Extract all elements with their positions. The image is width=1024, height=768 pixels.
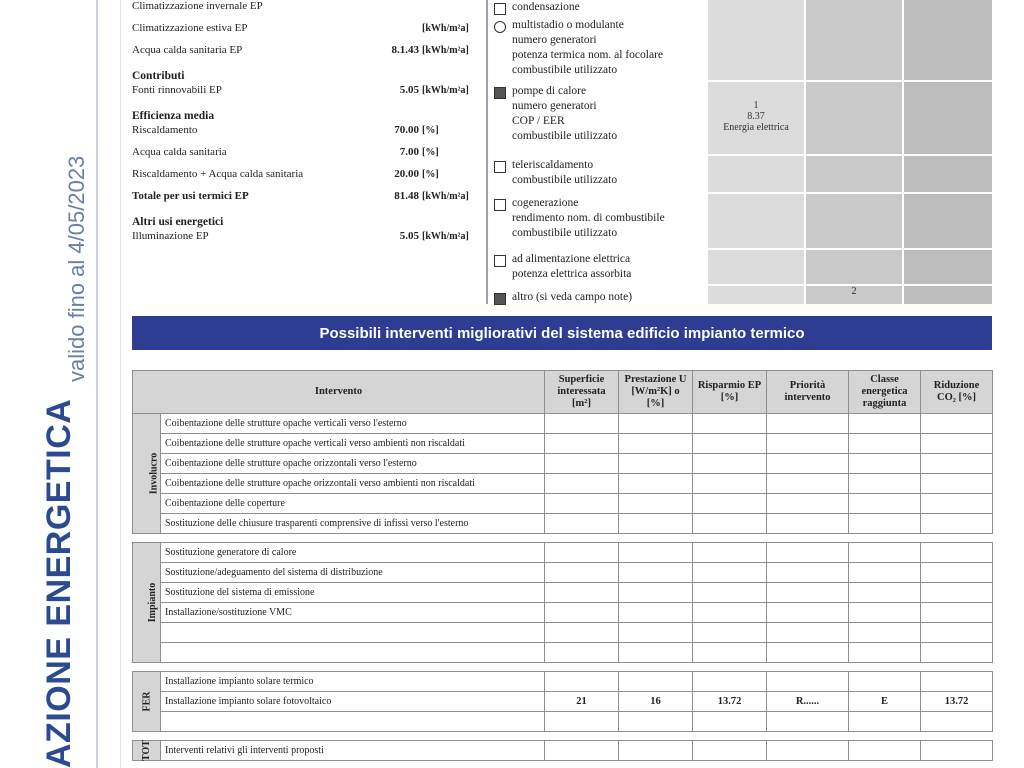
altro-value: 2 xyxy=(851,286,857,297)
gray-cell xyxy=(904,286,992,307)
intervention-value xyxy=(849,494,921,514)
intervention-description: Interventi relativi gli interventi proposti xyxy=(161,741,545,761)
gray-cell xyxy=(708,156,804,195)
intervention-value xyxy=(849,623,921,643)
indicator-label: Climatizzazione estiva EP xyxy=(132,22,248,34)
intervention-value xyxy=(767,434,849,454)
indicator-unit: [kWh/m²a] xyxy=(422,85,469,96)
system-label: condensazione xyxy=(512,1,580,13)
intervention-value xyxy=(849,414,921,434)
heat-pump-values: 1 8.37 Energia elettrica xyxy=(723,100,789,133)
intervention-description: Coibentazione delle coperture xyxy=(161,494,545,514)
intervention-value xyxy=(767,741,849,761)
gray-cell xyxy=(806,194,902,251)
table-row xyxy=(133,414,993,434)
intervention-value xyxy=(693,454,767,474)
intervention-value xyxy=(619,623,693,643)
group-label xyxy=(133,414,161,534)
intervention-value xyxy=(921,563,993,583)
intervention-value xyxy=(545,494,619,514)
gray-column xyxy=(806,0,902,304)
indicator-label: Fonti rinnovabili EP xyxy=(132,84,222,96)
intervention-value xyxy=(849,563,921,583)
intervention-value xyxy=(545,434,619,454)
intervention-value xyxy=(619,643,693,663)
group-label xyxy=(133,672,161,732)
document-title: AZIONE ENERGETICA xyxy=(40,398,78,768)
intervention-value xyxy=(921,514,993,534)
intervention-value xyxy=(545,741,619,761)
intervention-description xyxy=(161,643,545,663)
interventions-table xyxy=(132,370,993,761)
intervention-value xyxy=(545,643,619,663)
intervention-value xyxy=(849,583,921,603)
system-label: cogenerazione rendimento nom. di combustibile combustibile utilizzato xyxy=(512,197,665,239)
intervention-description: Installazione impianto solare termico xyxy=(161,672,545,692)
gap-cell xyxy=(693,663,767,672)
intervention-value xyxy=(767,672,849,692)
table-row xyxy=(133,623,993,643)
gray-cell xyxy=(708,250,804,287)
system-item xyxy=(494,158,708,192)
gray-cell xyxy=(904,194,992,251)
intervention-value xyxy=(921,454,993,474)
intervention-value xyxy=(545,454,619,474)
gap-cell xyxy=(545,663,619,672)
group-label-text: FER xyxy=(141,691,152,712)
indicator-value: 70.00 xyxy=(394,124,419,136)
indicator-row xyxy=(132,22,472,44)
system-label: ad alimentazione elettrica potenza elettrica assorbita xyxy=(512,253,632,280)
system-item xyxy=(494,252,708,286)
section-heading: Altri usi energetici xyxy=(132,216,224,228)
system-item xyxy=(494,196,708,248)
intervention-value xyxy=(693,563,767,583)
intervention-value xyxy=(767,514,849,534)
intervention-value: 13.72 xyxy=(921,692,993,712)
group-label-text: Impianto xyxy=(147,582,159,623)
table-row xyxy=(133,692,993,712)
intervention-value xyxy=(693,434,767,454)
intervention-value xyxy=(619,741,693,761)
checkbox-icon xyxy=(494,199,506,211)
group-label-text: TOT xyxy=(141,740,152,761)
group-gap xyxy=(133,732,993,741)
group-label-text: Involucro xyxy=(148,452,160,495)
intervention-value xyxy=(619,543,693,563)
gap-cell xyxy=(767,732,849,741)
gray-cell xyxy=(806,250,902,287)
indicator-label: Riscaldamento + Acqua calda sanitaria xyxy=(132,168,304,180)
gap-cell xyxy=(921,534,993,543)
indicator-unit: [%] xyxy=(422,125,439,136)
group-gap xyxy=(133,534,993,543)
indicator-value: 20.00 xyxy=(394,168,419,180)
table-row xyxy=(133,603,993,623)
intervention-description: Installazione impianto solare fotovoltaico xyxy=(161,692,545,712)
indicator-unit: [kWh/m²a] xyxy=(422,191,469,202)
column-header: Priorità intervento xyxy=(767,371,849,414)
section-banner: Possibili interventi migliorativi del sistema edificio impianto termico xyxy=(132,316,992,350)
system-label: multistadio o modulante numero generatori potenza termica nom. al focolare combustibile utilizzato xyxy=(512,19,664,76)
intervention-value xyxy=(619,603,693,623)
gap-cell xyxy=(545,732,619,741)
gap-cell xyxy=(619,663,693,672)
column-header: Classe energetica raggiunta xyxy=(849,371,921,414)
intervention-value: 13.72 xyxy=(693,692,767,712)
indicator-unit: [%] xyxy=(422,147,439,158)
intervention-value xyxy=(849,454,921,474)
indicator-value: 5.05 xyxy=(399,84,419,96)
intervention-value xyxy=(767,603,849,623)
intervention-value xyxy=(693,514,767,534)
system-label: altro (si veda campo note) xyxy=(512,291,633,303)
gray-cell xyxy=(806,0,902,83)
gap-cell xyxy=(161,534,545,543)
intervention-value xyxy=(767,543,849,563)
table-row xyxy=(133,494,993,514)
gray-cell xyxy=(904,82,992,157)
intervention-value xyxy=(849,643,921,663)
system-item xyxy=(494,290,708,310)
intervention-value xyxy=(921,672,993,692)
intervention-value xyxy=(545,672,619,692)
intervention-value xyxy=(619,434,693,454)
table-row xyxy=(133,474,993,494)
intervention-description xyxy=(161,623,545,643)
intervention-description: Sostituzione/adeguamento del sistema di distribuzione xyxy=(161,563,545,583)
intervention-value xyxy=(849,672,921,692)
checkbox-icon xyxy=(494,21,506,33)
column-header: Intervento xyxy=(133,371,545,414)
gray-cell xyxy=(708,194,804,251)
table-row xyxy=(133,741,993,761)
indicator-value: 81.48 xyxy=(394,190,419,202)
indicator-label: Totale per usi termici EP xyxy=(132,190,249,202)
indicator-label: Riscaldamento xyxy=(132,124,198,136)
table-row xyxy=(133,563,993,583)
intervention-value xyxy=(545,712,619,732)
intervention-description: Sostituzione generatore di calore xyxy=(161,543,545,563)
gap-cell xyxy=(619,732,693,741)
intervention-value xyxy=(767,583,849,603)
indicator-row xyxy=(132,0,472,22)
intervention-value: 16 xyxy=(619,692,693,712)
intervention-value: R...... xyxy=(767,692,849,712)
intervention-description: Coibentazione delle strutture opache verticali verso ambienti non riscaldati xyxy=(161,434,545,454)
intervention-value xyxy=(921,603,993,623)
gray-cell xyxy=(806,82,902,157)
system-item xyxy=(494,18,708,80)
checkbox-icon xyxy=(494,161,506,173)
margin-rule-inner xyxy=(120,0,121,768)
column-header: Risparmio EP [%] xyxy=(693,371,767,414)
intervention-description: Sostituzione del sistema di emissione xyxy=(161,583,545,603)
intervention-value xyxy=(849,434,921,454)
intervention-value xyxy=(849,603,921,623)
indicator-row xyxy=(132,190,472,212)
intervention-value xyxy=(619,583,693,603)
intervention-value xyxy=(693,643,767,663)
intervention-value xyxy=(619,563,693,583)
intervention-value xyxy=(693,672,767,692)
gray-cell xyxy=(806,156,902,195)
indicator-row xyxy=(132,146,472,168)
intervention-value xyxy=(767,474,849,494)
section-heading: Efficienza media xyxy=(132,110,215,122)
indicator-value: 8.1.43 xyxy=(391,44,419,56)
checkbox-icon xyxy=(494,3,506,15)
table-row xyxy=(133,712,993,732)
intervention-description: Coibentazione delle strutture opache orizzontali verso ambienti non riscaldati xyxy=(161,474,545,494)
gap-cell xyxy=(921,732,993,741)
gap-cell xyxy=(619,534,693,543)
table-row xyxy=(133,643,993,663)
indicator-row xyxy=(132,168,472,190)
intervention-value xyxy=(545,474,619,494)
intervention-value xyxy=(921,543,993,563)
system-label: pompe di calore numero generatori COP / EER combustibile utilizzato xyxy=(512,85,618,142)
indicator-label: Acqua calda sanitaria xyxy=(132,146,227,158)
gap-cell xyxy=(921,663,993,672)
gray-cell xyxy=(708,0,804,83)
gap-cell xyxy=(849,534,921,543)
gap-cell xyxy=(693,534,767,543)
intervention-value xyxy=(693,474,767,494)
indicator-label: Illuminazione EP xyxy=(132,230,209,242)
intervention-description: Sostituzione delle chiusure trasparenti comprensive di infissi verso l'esterno xyxy=(161,514,545,534)
indicator-row xyxy=(132,84,472,106)
intervention-value xyxy=(619,474,693,494)
gap-cell xyxy=(133,663,161,672)
intervention-value xyxy=(545,514,619,534)
intervention-value xyxy=(693,603,767,623)
table-row xyxy=(133,454,993,474)
intervention-value xyxy=(693,414,767,434)
intervention-value xyxy=(921,414,993,434)
intervention-value xyxy=(545,603,619,623)
intervention-description: Installazione/sostituzione VMC xyxy=(161,603,545,623)
gray-cell xyxy=(904,0,992,83)
system-item xyxy=(494,0,708,14)
indicator-value: 5.05 xyxy=(399,230,419,242)
indicator-row xyxy=(132,230,472,252)
table-row xyxy=(133,434,993,454)
column-header: Riduzione CO₂ [%] xyxy=(921,371,993,414)
intervention-value xyxy=(921,643,993,663)
group-label xyxy=(133,741,161,761)
intervention-value xyxy=(619,712,693,732)
system-item xyxy=(494,84,708,154)
gap-cell xyxy=(849,732,921,741)
column-header: Superficie interessata [m²] xyxy=(545,371,619,414)
intervention-value xyxy=(849,474,921,494)
table-row xyxy=(133,514,993,534)
gray-cell xyxy=(708,286,804,307)
intervention-value xyxy=(767,454,849,474)
gray-column xyxy=(708,0,804,304)
indicator-label: Climatizzazione invernale EP xyxy=(132,0,263,12)
indicator-unit: [kWh/m²a] xyxy=(422,23,469,34)
gap-cell xyxy=(849,663,921,672)
intervention-value xyxy=(849,543,921,563)
intervention-value xyxy=(619,454,693,474)
indicator-row xyxy=(132,124,472,146)
indicator-unit: [kWh/m²a] xyxy=(422,45,469,56)
intervention-value xyxy=(921,583,993,603)
checkbox-checked-icon xyxy=(494,293,506,305)
intervention-value xyxy=(921,494,993,514)
column-header: Prestazione U [W/m²K] o [%] xyxy=(619,371,693,414)
margin-rule xyxy=(96,0,98,768)
intervention-value xyxy=(849,741,921,761)
table-body xyxy=(133,414,993,761)
table-header-row xyxy=(133,371,993,414)
intervention-value: 21 xyxy=(545,692,619,712)
gap-cell xyxy=(693,732,767,741)
gray-cell xyxy=(904,250,992,287)
intervention-value xyxy=(545,563,619,583)
intervention-value xyxy=(921,434,993,454)
intervention-description xyxy=(161,712,545,732)
intervention-value xyxy=(921,623,993,643)
intervention-value xyxy=(545,543,619,563)
gray-column xyxy=(904,0,992,304)
intervention-value xyxy=(693,494,767,514)
gap-cell xyxy=(161,732,545,741)
intervention-value xyxy=(921,474,993,494)
indicator-unit: [kWh/m²a] xyxy=(422,231,469,242)
intervention-value xyxy=(921,712,993,732)
checkbox-checked-icon xyxy=(494,87,506,99)
intervention-value xyxy=(545,414,619,434)
intervention-description: Coibentazione delle strutture opache verticali verso l'esterno xyxy=(161,414,545,434)
table-row xyxy=(133,543,993,563)
intervention-value: E xyxy=(849,692,921,712)
intervention-value xyxy=(767,712,849,732)
indicator-label: Acqua calda sanitaria EP xyxy=(132,44,243,56)
section-heading: Contributi xyxy=(132,70,185,82)
system-checklist xyxy=(494,0,708,304)
table-row xyxy=(133,672,993,692)
indicator-unit: [%] xyxy=(422,169,439,180)
intervention-value xyxy=(767,643,849,663)
intervention-value xyxy=(767,563,849,583)
intervention-value xyxy=(693,623,767,643)
intervention-value xyxy=(849,712,921,732)
intervention-value xyxy=(693,543,767,563)
group-label xyxy=(133,543,161,663)
checkbox-icon xyxy=(494,255,506,267)
section-divider xyxy=(486,0,488,304)
gap-cell xyxy=(545,534,619,543)
intervention-value xyxy=(921,741,993,761)
intervention-value xyxy=(849,514,921,534)
table-row xyxy=(133,583,993,603)
system-label: teleriscaldamento combustibile utilizzato xyxy=(512,159,618,186)
energy-indicators xyxy=(132,0,472,304)
intervention-value xyxy=(693,583,767,603)
indicator-value: 7.00 xyxy=(399,146,419,158)
gap-cell xyxy=(161,663,545,672)
gray-cell xyxy=(904,156,992,195)
intervention-value xyxy=(767,494,849,514)
group-gap xyxy=(133,663,993,672)
system-value-columns xyxy=(708,0,992,304)
intervention-value xyxy=(545,583,619,603)
intervention-value xyxy=(545,623,619,643)
intervention-value xyxy=(693,712,767,732)
intervention-value xyxy=(767,414,849,434)
gap-cell xyxy=(133,534,161,543)
gap-cell xyxy=(767,534,849,543)
indicator-row xyxy=(132,44,472,66)
intervention-value xyxy=(619,494,693,514)
intervention-value xyxy=(619,514,693,534)
validity-date: valido fino al 4/05/2023 xyxy=(64,155,89,382)
gap-cell xyxy=(767,663,849,672)
intervention-value xyxy=(693,741,767,761)
intervention-value xyxy=(619,414,693,434)
intervention-value xyxy=(619,672,693,692)
intervention-description: Coibentazione delle strutture opache orizzontali verso l'esterno xyxy=(161,454,545,474)
intervention-value xyxy=(767,623,849,643)
